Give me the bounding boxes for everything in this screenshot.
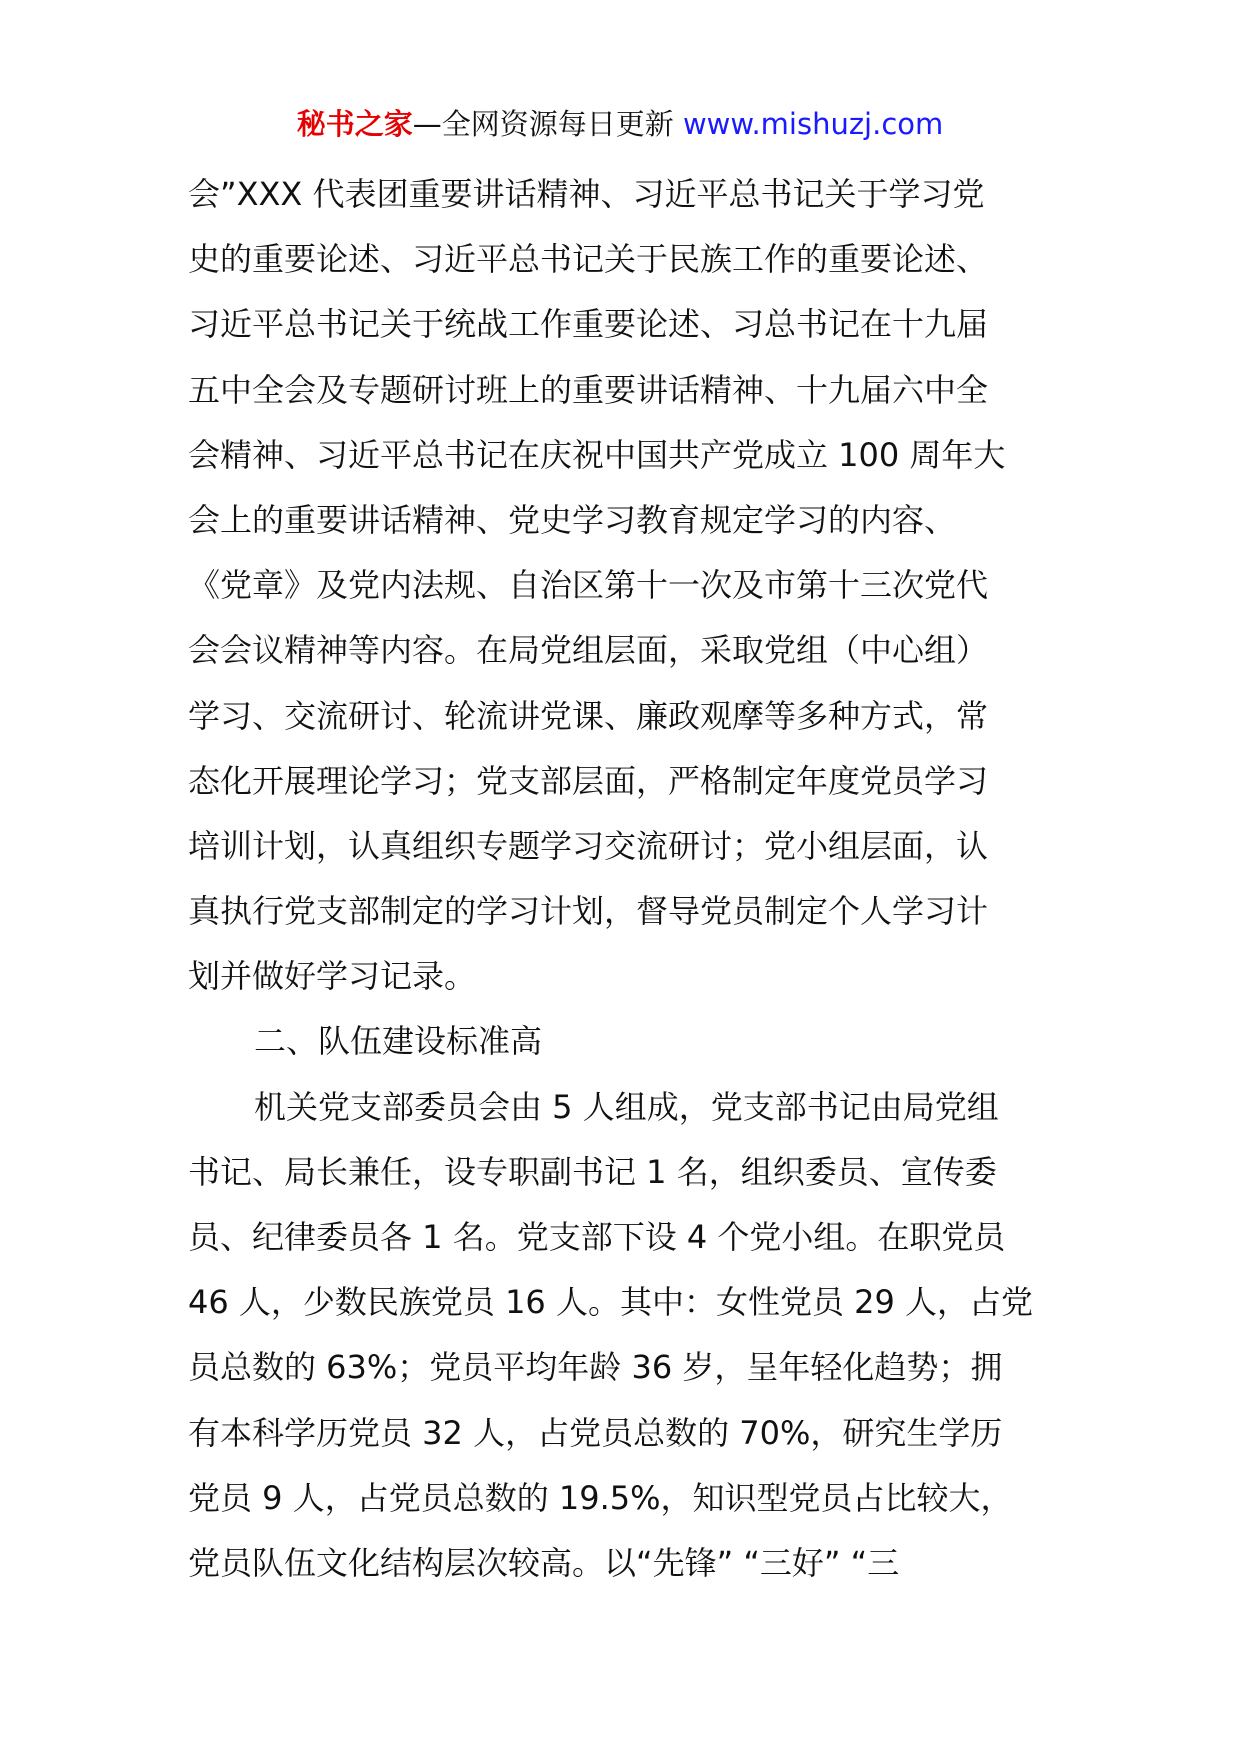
website-url[interactable]: www.mishuzj.com bbox=[682, 107, 944, 141]
text-line: 有本科学历党员 32 人，占党员总数的 70%，研究生学历 bbox=[188, 1413, 1003, 1452]
text-line: 划并做好学习记录。 bbox=[188, 957, 477, 996]
text-line: 五中全会及专题研讨班上的重要讲话精神、十九届六中全 bbox=[188, 370, 989, 409]
paragraph-start-line: 机关党支部委员会由 5 人组成，党支部书记由局党组 bbox=[254, 1087, 999, 1126]
text-line: 会精神、习近平总书记在庆祝中国共产党成立 100 周年大 bbox=[188, 435, 1006, 474]
text-line: 培训计划，认真组织专题学习交流研讨；党小组层面，认 bbox=[188, 826, 989, 865]
text-line: 会会议精神等内容。在局党组层面，采取党组（中心组） bbox=[188, 631, 989, 670]
watermark-header bbox=[0, 104, 1240, 144]
text-line: 46 人，少数民族党员 16 人。其中：女性党员 29 人，占党 bbox=[188, 1283, 1034, 1322]
text-line: 会”XXX 代表团重要讲话精神、习近平总书记关于学习党 bbox=[188, 175, 985, 213]
brand-name: 秘书之家 bbox=[296, 107, 413, 141]
text-line: 党员队伍文化结构层次较高。以“先锋” “三好” “三 bbox=[188, 1543, 900, 1582]
header-tagline: —全网资源每日更新 bbox=[412, 107, 683, 141]
text-line: 党员 9 人，占党员总数的 19.5%，知识型党员占比较大， bbox=[188, 1478, 1013, 1517]
text-line: 员总数的 63%；党员平均年龄 36 岁，呈年轻化趋势；拥 bbox=[188, 1348, 1003, 1387]
text-line: 《党章》及党内法规、自治区第十一次及市第十三次党代 bbox=[188, 566, 989, 605]
text-line: 习近平总书记关于统战工作重要论述、习总书记在十九届 bbox=[188, 305, 989, 344]
text-line: 员、纪律委员各 1 名。党支部下设 4 个党小组。在职党员 bbox=[188, 1218, 1006, 1256]
text-line: 真执行党支部制定的学习计划，督导党员制定个人学习计 bbox=[188, 892, 989, 931]
text-line: 学习、交流研讨、轮流讲党课、廉政观摩等多种方式，常 bbox=[188, 696, 989, 735]
section-heading: 二、队伍建设标准高 bbox=[254, 1022, 543, 1061]
text-line: 书记、局长兼任，设专职副书记 1 名，组织委员、宣传委 bbox=[188, 1152, 997, 1191]
document-body bbox=[188, 162, 1064, 1596]
text-line: 态化开展理论学习；党支部层面，严格制定年度党员学习 bbox=[188, 761, 989, 800]
text-line: 会上的重要讲话精神、党史学习教育规定学习的内容、 bbox=[188, 500, 957, 539]
text-line: 史的重要论述、习近平总书记关于民族工作的重要论述、 bbox=[188, 240, 989, 279]
